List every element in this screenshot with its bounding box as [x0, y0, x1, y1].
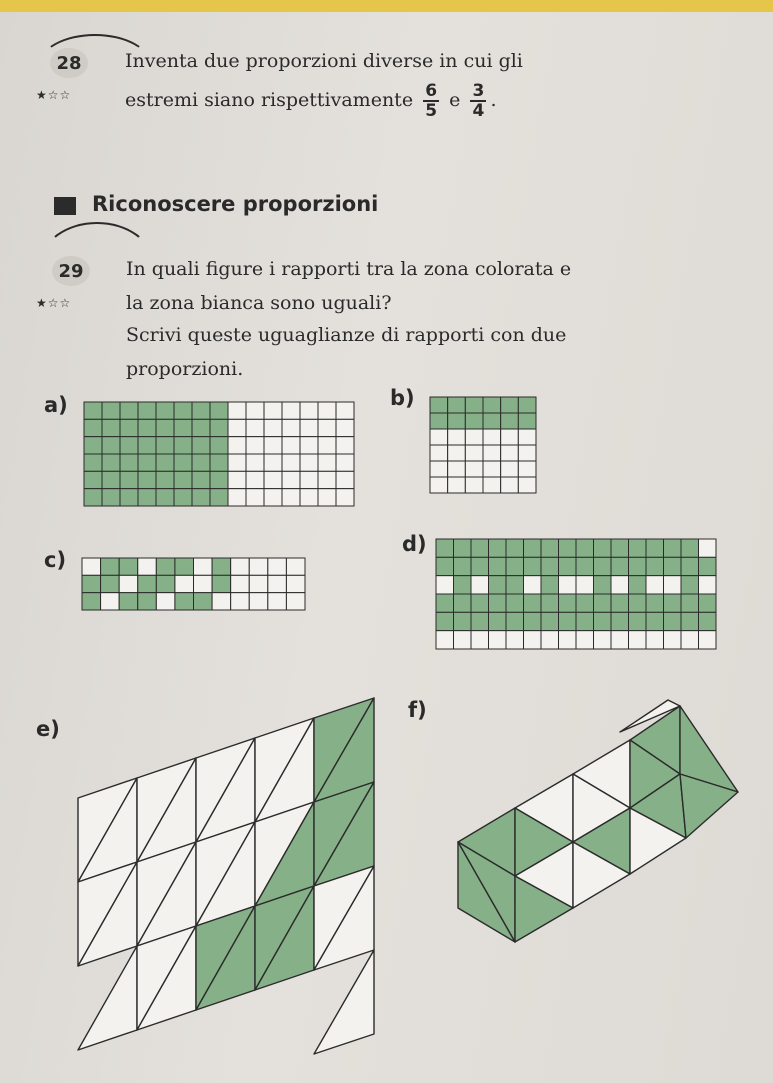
figure-e-label: e) — [36, 717, 60, 741]
exercise-29-line3: Scrivi queste uguaglianze di rapporti con due — [126, 324, 567, 346]
exercise-29-line4: proporzioni. — [126, 358, 244, 380]
exercise-29-difficulty: ★☆☆ — [36, 296, 72, 310]
conjunction: e — [449, 89, 461, 111]
fraction-1-denominator: 5 — [425, 101, 438, 121]
exercise-29-line1: In quali figure i rapporti tra la zona colorata e — [126, 258, 572, 280]
sentence-end: . — [490, 89, 497, 111]
exercise-28-line2-text: estremi siano rispettivamente — [125, 89, 414, 111]
fraction-2-numerator: 3 — [472, 81, 485, 101]
fraction-1-numerator: 6 — [425, 81, 438, 101]
section-title: Riconoscere proporzioni — [92, 192, 379, 216]
exercise-28-number: 28 — [50, 48, 88, 78]
figure-c-label: c) — [44, 548, 67, 572]
figure-a-label: a) — [44, 393, 68, 417]
exercise-29-line2: la zona bianca sono uguali? — [126, 292, 392, 314]
figure-b-label: b) — [390, 386, 415, 410]
exercise-29-number: 29 — [52, 256, 90, 286]
exercise-28-difficulty: ★☆☆ — [36, 88, 72, 102]
figure-d-label: d) — [402, 532, 427, 556]
fraction-2-denominator: 4 — [472, 101, 485, 121]
exercise-28-line1: Inventa due proporzioni diverse in cui gli — [125, 50, 523, 72]
figure-f-label: f) — [408, 698, 427, 722]
